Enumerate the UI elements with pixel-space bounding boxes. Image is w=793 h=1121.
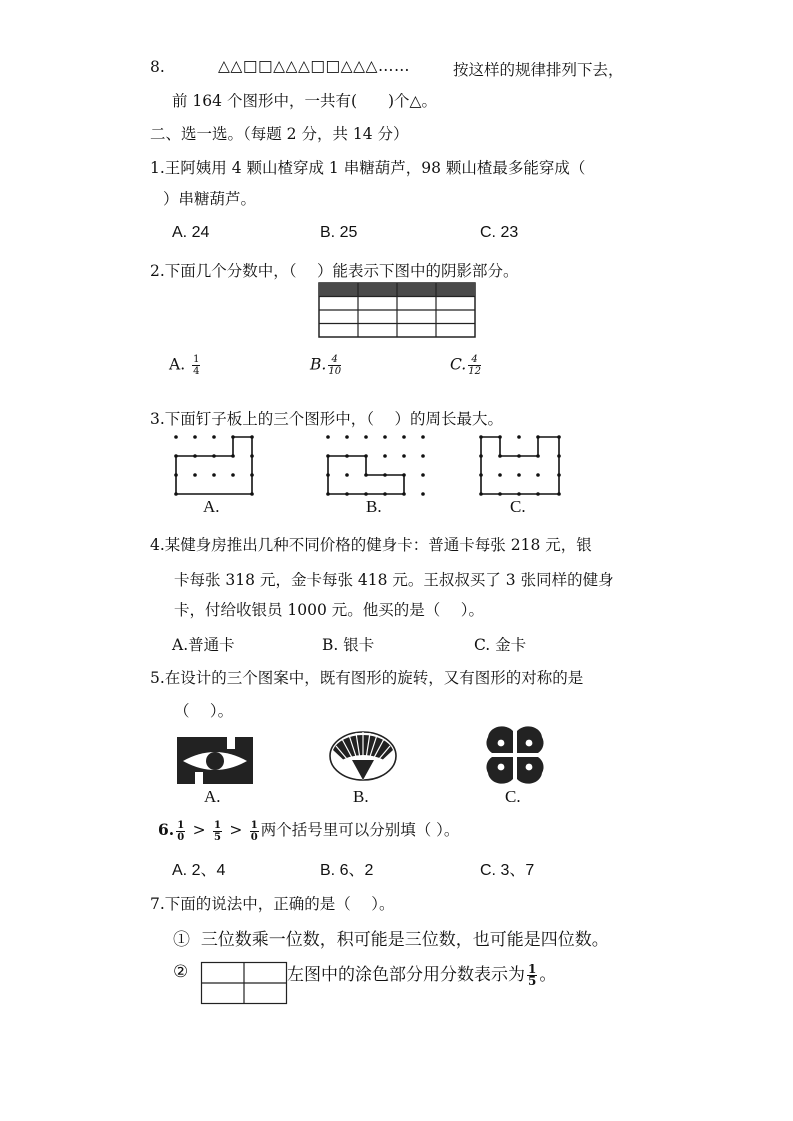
q3-text: 3.下面钉子板上的三个图形中，（ ）的周长最大。 [150, 410, 503, 428]
q2-option-c-den: 12 [468, 366, 481, 377]
q2-option-b-letter: B. [310, 355, 327, 374]
q1-option-b[interactable]: B. 25 [320, 224, 358, 241]
q3-nailboard-a [170, 432, 270, 497]
q5-pattern-c [484, 727, 546, 783]
q8-text: 按这样的规律排列下去， [453, 61, 624, 79]
q1-line1: 1.王阿姨用 4 颗山楂穿成 1 串糖葫芦，98 颗山楂最多能穿成（ [150, 159, 586, 177]
q4-line1: 4.某健身房推出几种不同价格的健身卡：普通卡每张 218 元，银 [150, 536, 592, 554]
q4-line2: 卡每张 318 元，金卡每张 418 元。王叔叔买了 3 张同样的健身 [174, 571, 614, 589]
q7-statement-1-text: 三位数乘一位数，积可能是三位数，也可能是四位数。 [200, 930, 609, 950]
q4-option-a[interactable]: A.普通卡 [172, 636, 235, 654]
q4-option-b[interactable]: B. 银卡 [322, 636, 375, 654]
q3-nailboard-b [322, 432, 432, 497]
q5-line2: （ ）。 [174, 702, 234, 720]
q6-frac1-num: 1 [177, 819, 185, 831]
q7-end: 。 [539, 965, 557, 985]
q7-mark-2: ② [173, 962, 189, 982]
q2-option-b-den: 10 [328, 366, 342, 377]
q2-option-c-num: 4 [468, 354, 481, 366]
q2-option-c-letter: C. [450, 355, 467, 374]
q8-pattern: △△□□△△△□□△△△…… [218, 57, 410, 75]
q6-gt-2: > [229, 821, 243, 839]
q5-label-c[interactable]: C. [505, 787, 521, 806]
q8-line2: 前 164 个图形中，一共有( )个△。 [172, 92, 437, 110]
q3-label-a[interactable]: A. [203, 497, 220, 516]
q3-nailboard-c [475, 432, 570, 497]
q6-option-a[interactable]: A. 2、4 [172, 862, 226, 879]
q6-gt-1: > [192, 821, 206, 839]
q5-label-a[interactable]: A. [204, 787, 221, 806]
q7-frac-num: 1 [528, 962, 537, 976]
q3-label-b[interactable]: B. [366, 497, 382, 516]
q7-statement-2-text: 左图中的涂色部分用分数表示为 [287, 965, 525, 985]
q2-option-b[interactable] [310, 354, 343, 377]
q5-pattern-a [177, 737, 253, 784]
q6-text: 两个括号里可以分别填（ ）。 [260, 821, 460, 839]
q5-pattern-b [328, 730, 398, 782]
q4-line3: 卡，付给收银员 1000 元。他买的是（ ）。 [174, 601, 484, 619]
q2-option-c[interactable] [450, 354, 483, 377]
q2-option-a-den: 4 [193, 366, 200, 377]
section-title: 二、选一选。（每题 2 分，共 14 分） [150, 125, 409, 143]
q6-frac3-num: 1 [250, 819, 258, 831]
q7-statement-2 [287, 960, 556, 987]
q7-mark-1: ① [173, 930, 190, 950]
q6-frac2-den: 5 [213, 831, 221, 843]
q6-option-b[interactable]: B. 6、2 [320, 862, 374, 879]
q2-option-a-num: 1 [193, 354, 200, 365]
q8-number: 8. [150, 58, 165, 76]
q6-line [158, 818, 459, 843]
q7-statement-1 [173, 925, 609, 950]
q7-frac-den: 5 [528, 974, 537, 988]
q6-frac1-den: 0 [177, 831, 185, 843]
q2-option-b-num: 4 [328, 354, 341, 366]
q1-line2: ）串糖葫芦。 [163, 190, 257, 208]
q6-frac3-den: 0 [250, 831, 258, 843]
q3-label-c[interactable]: C. [510, 497, 526, 516]
q5-line1: 5.在设计的三个图案中，既有图形的旋转，又有图形的对称的是 [150, 669, 584, 687]
q1-option-a[interactable]: A. 24 [172, 224, 210, 241]
q2-option-a[interactable] [169, 354, 202, 377]
q2-grid-figure [319, 283, 475, 338]
q2-text: 2.下面几个分数中，（ ）能表示下图中的阴影部分。 [150, 262, 519, 280]
q6-frac2-num: 1 [213, 819, 221, 831]
q1-option-c[interactable]: C. 23 [480, 224, 519, 241]
q7-text: 7.下面的说法中，正确的是（ ）。 [150, 895, 395, 913]
q6-number: 6. [158, 820, 175, 839]
q5-label-b[interactable]: B. [353, 787, 369, 806]
q6-option-c[interactable]: C. 3、7 [480, 862, 535, 879]
q2-option-a-letter: A. [169, 355, 186, 374]
q7-grid-figure [201, 962, 287, 1004]
q4-option-c[interactable]: C. 金卡 [474, 636, 527, 654]
